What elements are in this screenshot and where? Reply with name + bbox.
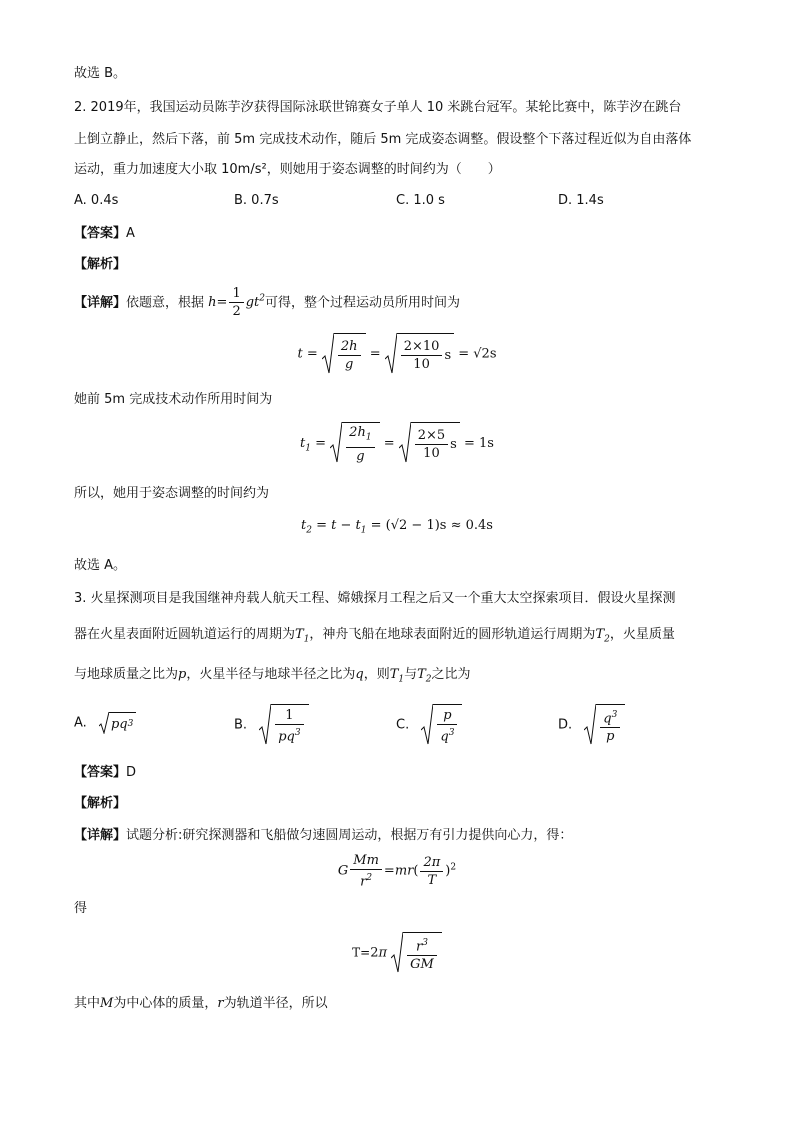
answer-value: A <box>126 226 135 241</box>
q2-option-b: B. 0.7s <box>234 193 279 208</box>
answer-label: 【答案】 <box>74 226 127 241</box>
q2-text-t2: 所以，她用于姿态调整的时间约为 <box>74 486 270 501</box>
detail-label: 【详解】 <box>74 295 127 311</box>
q2-detail-line <box>74 280 460 322</box>
q2-stem-line-1: 2. 2019年，我国运动员陈芋汐获得国际泳联世锦赛女子单人 10 米跳台冠军。某轮比赛中，陈芋汐在跳台 <box>74 100 682 115</box>
q2-option-c: C. 1.0 s <box>396 193 445 208</box>
equation-gravitation: G $\frac{Mm}{r^2}$ =mr( $\frac{2\pi}{T}$ )$^2$ <box>337 853 457 890</box>
q2-option-d: D. 1.4s <box>558 193 604 208</box>
free-fall-formula: h= $\frac{1}{2}$ $gt^2$ <box>208 286 266 320</box>
q3-stem-line-3: 与地球质量之比为p，火星半径与地球半径之比为q，则$T_1$与$T_2$之比为 <box>74 667 471 685</box>
equation-period: T=2π $\frac{r^3}{GM}$ <box>0 932 794 974</box>
equation-t1: $t_1$ = $\frac{2h_1}{g}$ = $\frac{2\times 5}{10}$ s = 1s <box>0 422 794 465</box>
equation-total-time: t = $\frac{2h}{g}$ = $\frac{2\times 10}{10}$ s = √2s <box>0 333 794 375</box>
q3-option-c: C. $\frac{p}{q^3}$ <box>396 704 462 746</box>
q2-stem-line-2: 上倒立静止，然后下落，前 5m 完成技术动作，随后 5m 完成姿态调整。假设整个下落过程近似为自由落体 <box>74 132 692 147</box>
q3-answer: 【答案】D <box>74 765 137 780</box>
q2-text-t1: 她前 5m 完成技术动作所用时间为 <box>74 392 273 407</box>
q2-option-a: A. 0.4s <box>74 193 119 208</box>
q3-option-a: A. pq 3 <box>74 712 136 734</box>
q2-analysis-label: 【解析】 <box>74 257 127 272</box>
q3-stem-line-2: 器在火星表面附近圆轨道运行的周期为$T_1$，神舟飞船在地球表面附近的圆形轨道运行周期为$T_2$，火星质量 <box>74 627 675 645</box>
q3-detail-line: 【详解】试题分析:研究探测器和飞船做匀速圆周运动，根据万有引力提供向心力，得： <box>74 828 573 843</box>
q3-stem-line-1: 3. 火星探测项目是我国继神舟载人航天工程、嫦娥探月工程之后又一个重大太空探索项目．假设火星探测 <box>74 591 676 606</box>
q3-last-line: 其中M为中心体的质量，r为轨道半径，所以 <box>74 996 328 1011</box>
q3-option-b: B. $\frac{1}{pq^3}$ <box>234 704 309 746</box>
previous-conclusion: 故选 B。 <box>74 66 127 81</box>
q2-conclusion: 故选 A。 <box>74 558 127 573</box>
equation-t2: $t_2 = t - t_1 = (√2 - 1)s \approx 0.4s$ <box>301 518 493 536</box>
q3-de-line: 得 <box>74 901 88 916</box>
q3-analysis-label: 【解析】 <box>74 796 127 811</box>
detail-text-b: 可得，整个过程运动员所用时间为 <box>265 295 461 311</box>
q3-option-d: D. $\frac{q^3}{p}$ <box>558 704 625 746</box>
q2-answer <box>74 224 135 244</box>
detail-text-a: 依题意，根据 <box>126 295 205 311</box>
q2-stem-line-3: 运动，重力加速度大小取 10m/s²，则她用于姿态调整的时间约为（ ） <box>74 162 501 177</box>
